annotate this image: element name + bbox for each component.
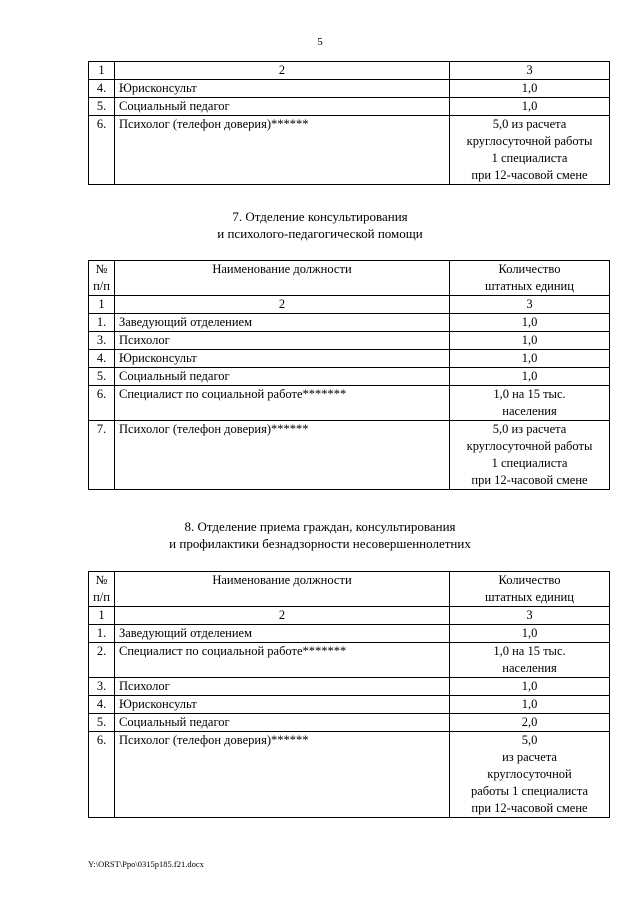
staff-quantity: 1,0 bbox=[450, 696, 610, 714]
row-number: 6. bbox=[89, 386, 115, 421]
staff-quantity: 1,0 bbox=[450, 332, 610, 350]
header-row bbox=[89, 572, 610, 607]
position-name: Специалист по социальной работе******* bbox=[115, 386, 450, 421]
col-number-2: 2 bbox=[115, 62, 450, 80]
position-name: Психолог (телефон доверия)****** bbox=[115, 421, 450, 490]
table-row bbox=[89, 625, 610, 643]
table-row bbox=[89, 80, 610, 98]
position-name: Психолог bbox=[115, 332, 450, 350]
row-number: 1. bbox=[89, 625, 115, 643]
col-number-2: 2 bbox=[115, 607, 450, 625]
row-number: 4. bbox=[89, 350, 115, 368]
col-number-3: 3 bbox=[450, 62, 610, 80]
staff-table-continued bbox=[88, 61, 610, 185]
staff-quantity: 5,0 из расчета круглосуточной работы 1 специалиста при 12-часовой смене bbox=[450, 732, 610, 818]
staff-quantity: 2,0 bbox=[450, 714, 610, 732]
staff-quantity: 5,0 из расчета круглосуточной работы 1 специалиста при 12-часовой смене bbox=[450, 421, 610, 490]
col-number-3: 3 bbox=[450, 607, 610, 625]
staff-quantity: 1,0 на 15 тыс. населения bbox=[450, 386, 610, 421]
position-name: Заведующий отделением bbox=[115, 625, 450, 643]
section-8-title: 8. Отделение приема граждан, консультирования и профилактики безнадзорности несовершеннолетних bbox=[169, 519, 471, 551]
table-row bbox=[89, 421, 610, 490]
table-row bbox=[89, 368, 610, 386]
section-7-title: 7. Отделение консультирования и психолого-педагогической помощи bbox=[217, 209, 423, 241]
position-name: Специалист по социальной работе******* bbox=[115, 643, 450, 678]
table-row bbox=[89, 696, 610, 714]
position-name: Психолог bbox=[115, 678, 450, 696]
column-number-row bbox=[89, 62, 610, 80]
row-number: 4. bbox=[89, 696, 115, 714]
table-row bbox=[89, 332, 610, 350]
position-name: Юрисконсульт bbox=[115, 696, 450, 714]
row-number: 7. bbox=[89, 421, 115, 490]
position-name: Заведующий отделением bbox=[115, 314, 450, 332]
header-row bbox=[89, 261, 610, 296]
staff-quantity: 5,0 из расчета круглосуточной работы 1 специалиста при 12-часовой смене bbox=[450, 116, 610, 185]
col-number-3: 3 bbox=[450, 296, 610, 314]
position-name: Социальный педагог bbox=[115, 714, 450, 732]
column-number-row bbox=[89, 607, 610, 625]
table-row bbox=[89, 732, 610, 818]
page-number: 5 bbox=[317, 36, 323, 48]
header-staff-quantity: Количество штатных единиц bbox=[450, 572, 610, 607]
staff-quantity: 1,0 bbox=[450, 80, 610, 98]
table-row bbox=[89, 714, 610, 732]
staff-quantity: 1,0 bbox=[450, 368, 610, 386]
staff-quantity: 1,0 bbox=[450, 350, 610, 368]
staff-table-section-8 bbox=[88, 571, 610, 818]
column-number-row bbox=[89, 296, 610, 314]
staff-quantity: 1,0 bbox=[450, 314, 610, 332]
row-number: 5. bbox=[89, 368, 115, 386]
row-number: 1. bbox=[89, 314, 115, 332]
header-number: № п/п bbox=[89, 261, 115, 296]
col-number-1: 1 bbox=[89, 607, 115, 625]
row-number: 6. bbox=[89, 116, 115, 185]
staff-quantity: 1,0 bbox=[450, 625, 610, 643]
table-row bbox=[89, 643, 610, 678]
row-number: 6. bbox=[89, 732, 115, 818]
position-name: Социальный педагог bbox=[115, 368, 450, 386]
row-number: 3. bbox=[89, 678, 115, 696]
header-position-name: Наименование должности bbox=[115, 261, 450, 296]
header-number: № п/п bbox=[89, 572, 115, 607]
position-name: Юрисконсульт bbox=[115, 350, 450, 368]
position-name: Социальный педагог bbox=[115, 98, 450, 116]
staff-quantity: 1,0 на 15 тыс. населения bbox=[450, 643, 610, 678]
table-row bbox=[89, 386, 610, 421]
table-row bbox=[89, 98, 610, 116]
table-row bbox=[89, 314, 610, 332]
col-number-2: 2 bbox=[115, 296, 450, 314]
col-number-1: 1 bbox=[89, 62, 115, 80]
position-name: Психолог (телефон доверия)****** bbox=[115, 116, 450, 185]
table-row bbox=[89, 350, 610, 368]
header-staff-quantity: Количество штатных единиц bbox=[450, 261, 610, 296]
table-row bbox=[89, 678, 610, 696]
position-name: Психолог (телефон доверия)****** bbox=[115, 732, 450, 818]
row-number: 2. bbox=[89, 643, 115, 678]
row-number: 5. bbox=[89, 714, 115, 732]
staff-table-section-7 bbox=[88, 260, 610, 490]
table-row bbox=[89, 116, 610, 185]
row-number: 5. bbox=[89, 98, 115, 116]
row-number: 3. bbox=[89, 332, 115, 350]
staff-quantity: 1,0 bbox=[450, 678, 610, 696]
header-position-name: Наименование должности bbox=[115, 572, 450, 607]
staff-quantity: 1,0 bbox=[450, 98, 610, 116]
col-number-1: 1 bbox=[89, 296, 115, 314]
row-number: 4. bbox=[89, 80, 115, 98]
document-file-path: Y:\ORST\Ppo\0315p185.f21.docx bbox=[88, 859, 204, 869]
position-name: Юрисконсульт bbox=[115, 80, 450, 98]
